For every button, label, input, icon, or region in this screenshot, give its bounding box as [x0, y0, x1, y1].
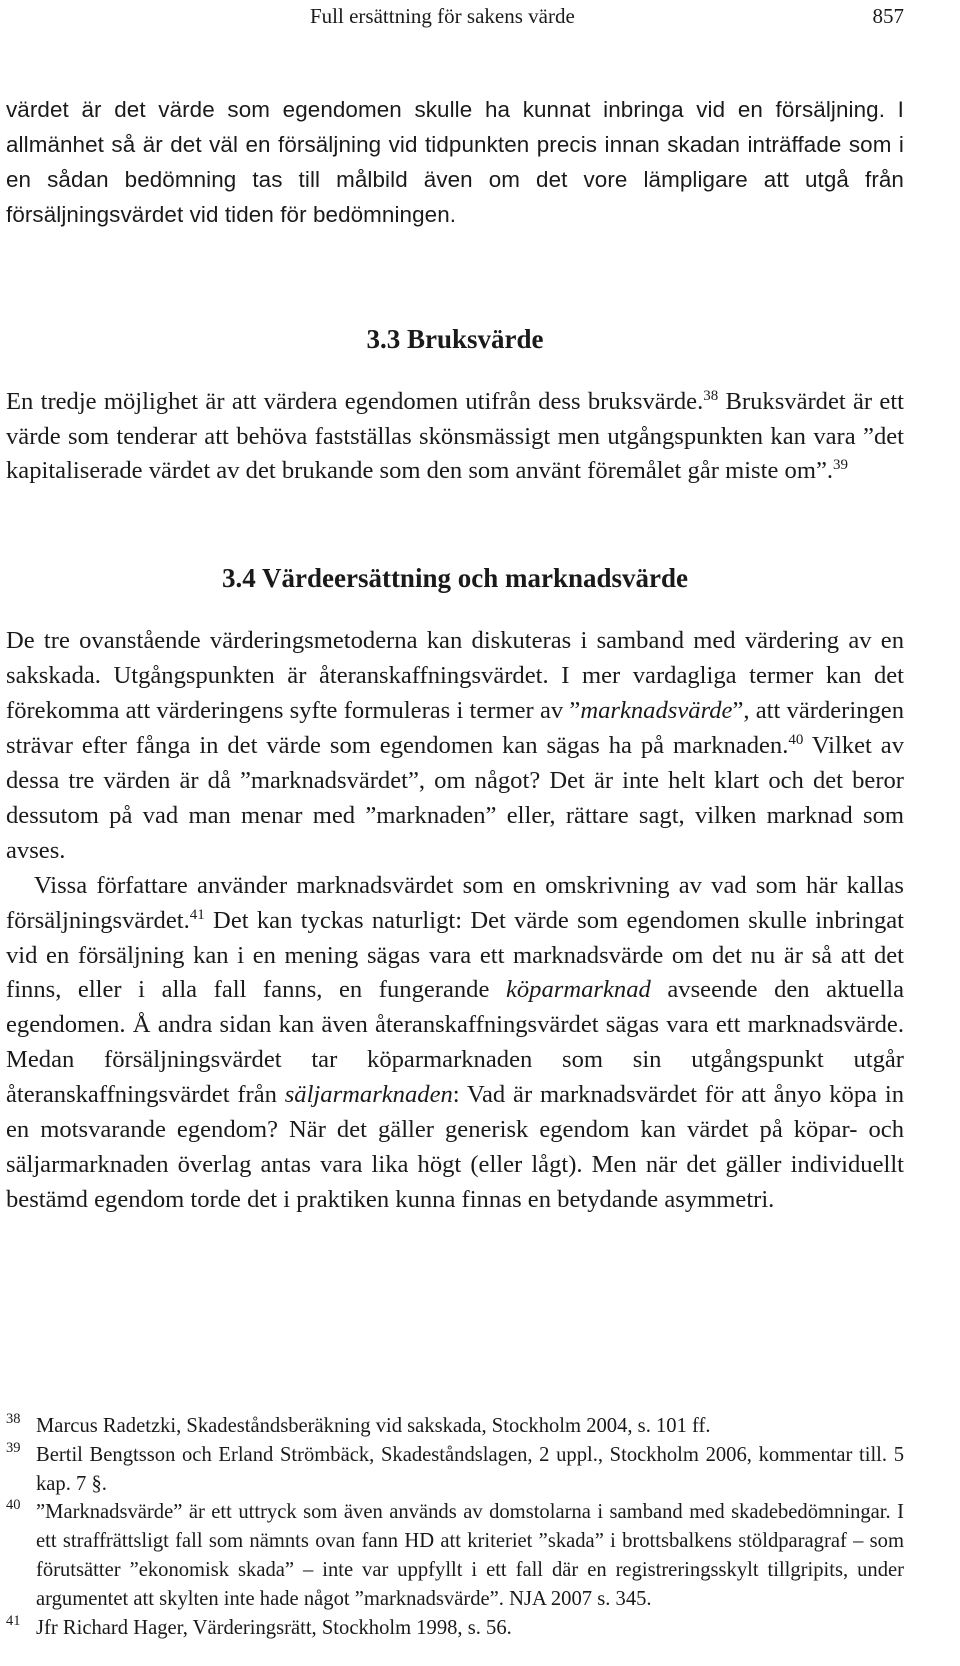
paragraph-text: avseende den aktuella egendomen. Å andra sidan kan även återanskaffningsvärdet sägas vara ett marknadsvärde. Medan försäljningsvärdet tar köparmarknaden som sin utgångspunkt utgår återanskaffningsvärdet från — [6, 976, 904, 1109]
footnote-text: Jfr Richard Hager, Värderingsrätt, Stockholm 1998, s. 56. — [36, 1616, 512, 1639]
running-header — [6, 4, 904, 32]
paragraph-use-value — [6, 385, 904, 490]
paragraph-valuation-methods — [6, 624, 904, 868]
italic-term: köparmarknad — [505, 976, 651, 1004]
paragraph-text: Vilket av dessa tre värden är då ”marknadsvärdet”, om något? Det är inte helt klart och det beror dessutom på vad man menar med ”marknaden” eller, rättare sagt, vilken marknad som avses. — [6, 732, 904, 864]
running-title: Full ersättning för sakens värde — [310, 4, 575, 28]
footnotes — [6, 1412, 904, 1642]
paragraph-text: Det kan tyckas naturligt: Det värde som egendomen skulle inbringat vid en försäljning kan i en mening sägas vara ett marknadsvärde om det nu är så att det finns, eller i alla fall fanns, en fungerande — [6, 906, 904, 1004]
footnote-number: 41 — [6, 1612, 21, 1629]
footnote-number: 39 — [6, 1439, 21, 1456]
footnote-text: Marcus Radetzki, Skadeståndsberäkning vid sakskada, Stockholm 2004, s. 101 ff. — [36, 1415, 711, 1437]
italic-term: marknadsvärde — [580, 697, 733, 725]
paragraph-text: Bruksvärdet är ett värde som tenderar att behöva fastställas skönsmässigt men utgångspunkten kan vara ”det kapitaliserade värdet av det brukande som den som använt föremålet går miste om”. — [6, 387, 904, 485]
paragraph-sales-value — [6, 93, 904, 233]
paragraph-market-value — [6, 869, 904, 1218]
paragraph-text: ”, att värderingen strävar efter fånga in det värde som egendomen kan sägas ha på marknaden. — [6, 697, 905, 760]
footnote-number: 38 — [6, 1411, 21, 1427]
footnote-41 — [6, 1614, 904, 1643]
section-heading-3-4: 3.4 Värdeersättning och marknadsvärde — [221, 563, 688, 594]
footnote-ref-39[interactable]: 39 — [833, 457, 849, 474]
footnote-40 — [6, 1498, 904, 1613]
page-number: 857 — [872, 4, 904, 28]
footnote-ref-38[interactable]: 38 — [703, 387, 719, 404]
footnote-ref-41[interactable]: 41 — [189, 906, 205, 923]
footnote-39 — [6, 1441, 904, 1499]
section-heading-3-3: 3.3 Bruksvärde — [366, 323, 544, 354]
body-text — [6, 93, 904, 1218]
footnote-text: Bertil Bengtsson och Erland Strömbäck, Skadeståndslagen, 2 uppl., Stockholm 2006, kommentar till. 5 kap. 7 §. — [36, 1443, 904, 1495]
paragraph-text: värdet är det värde som egendomen skulle ha kunnat inbringa vid en försäljning. I allmänhet så är det väl en försäljning vid tidpunkten precis innan skadan inträffade som i en sådan bedömning tas till målbild även om det vore lämpligare att utgå från försäljningsvärdet vid tiden för bedömningen. — [6, 97, 904, 227]
paragraph-text: Vissa författare använder marknadsvärdet som en omskrivning av vad som här kallas försäljningsvärdet. — [6, 871, 904, 934]
italic-term: säljarmarknaden — [284, 1081, 453, 1109]
footnote-38 — [6, 1412, 904, 1441]
footnote-text: ”Marknadsvärde” är ett uttryck som även används av domstolarna i samband med skadebedömningar. I ett straffrättsligt fall som nämnts ovan fann HD att kriteriet ”skada” i brottsbalkens stöldparagraf – som förutsätter ”ekonomisk skada” – inte var uppfyllt i ett fall där en registreringsskylt tillgripits, under argumentet att skylten inte hade något ”marknadsvärde”. NJA 2007 s. 345. — [36, 1501, 904, 1610]
paragraph-text: : Vad är marknadsvärdet för att ånyo köpa in en motsvarande egendom? När det gäller generisk egendom kan värdet på köpar- och säljarmarknaden överlag antas vara lika högt (eller lågt). Men när det gäller individuellt bestämd egendom torde det i praktiken kunna finnas en betydande asymmetri. — [6, 1081, 905, 1213]
footnote-ref-40[interactable]: 40 — [788, 731, 804, 748]
footnote-number: 40 — [6, 1497, 21, 1514]
paragraph-text: En tredje möjlighet är att värdera egendomen utifrån dess bruksvärde. — [6, 387, 704, 415]
paragraph-text: De tre ovanstående värderingsmetoderna kan diskuteras i samband med värdering av en sakskada. Utgångspunkten är återanskaffningsvärdet. I mer vardagliga termer kan det förekomma att värderingens syfte formuleras i termer av ” — [6, 627, 904, 725]
